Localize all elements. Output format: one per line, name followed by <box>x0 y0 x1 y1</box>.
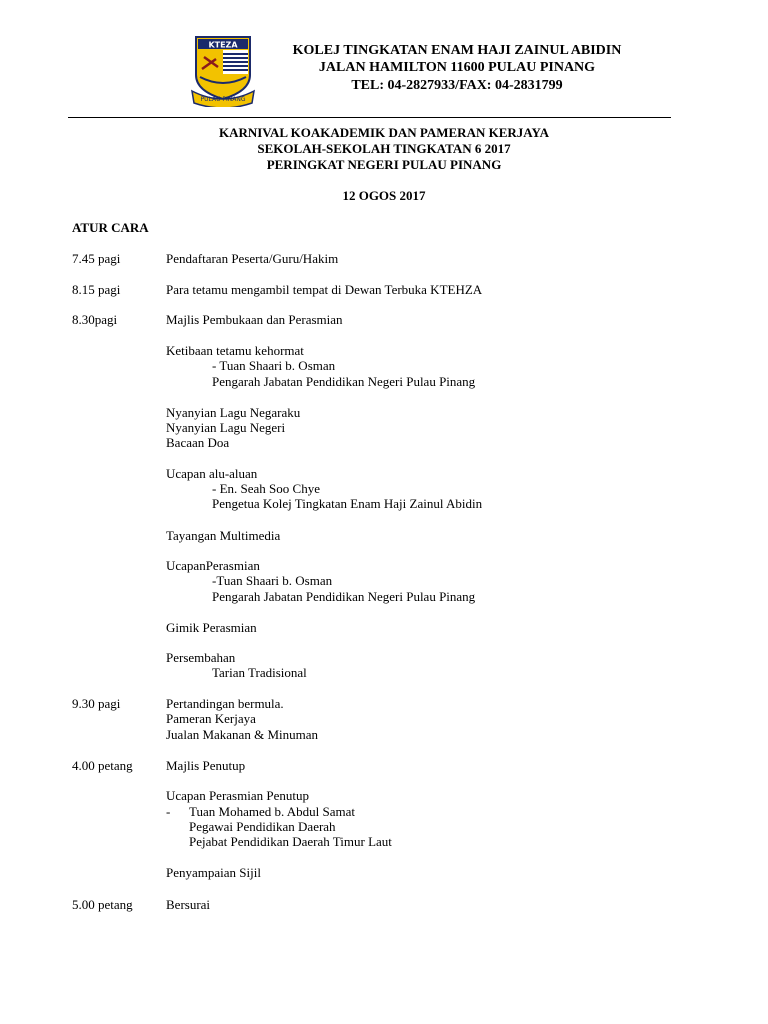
schedule-item: Penyampaian Sijil <box>166 865 261 880</box>
schedule-item: UcapanPerasmian <box>166 558 260 573</box>
event-title-line3: PERINGKAT NEGERI PULAU PINANG <box>266 157 502 172</box>
performance-item: Tarian Tradisional <box>212 665 307 680</box>
schedule-item: Nyanyian Lagu Negaraku <box>166 405 301 420</box>
schedule-item: Bacaan Doa <box>166 435 230 450</box>
time-slot: 4.00 petang <box>72 758 133 773</box>
school-name: KOLEJ TINGKATAN ENAM HAJI ZAINUL ABIDIN <box>292 43 622 58</box>
guest-name: Tuan Mohamed b. Abdul Samat <box>189 804 355 819</box>
schedule-item: Persembahan <box>166 650 236 665</box>
crest-scroll-text: PULAU PINANG <box>200 96 246 103</box>
time-slot: 8.30pagi <box>72 312 118 327</box>
schedule-item: Ucapan Perasmian Penutup <box>166 788 309 803</box>
schedule-item: Nyanyian Lagu Negeri <box>166 420 286 435</box>
school-crest-logo <box>190 33 256 107</box>
crest-banner-text: KTEZA <box>208 40 238 50</box>
guest-name: -Tuan Shaari b. Osman <box>212 573 333 588</box>
guest-title: Pengarah Jabatan Pendidikan Negeri Pulau Pinang <box>212 589 476 604</box>
schedule-item: Para tetamu mengambil tempat di Dewan Terbuka KTEHZA <box>166 282 483 297</box>
time-slot: 9.30 pagi <box>72 696 121 711</box>
event-date: 12 OGOS 2017 <box>342 188 426 203</box>
guest-title: Pejabat Pendidikan Daerah Timur Laut <box>189 834 392 849</box>
event-title-line1: KARNIVAL KOAKADEMIK DAN PAMERAN KERJAYA <box>218 125 550 140</box>
time-slot: 7.45 pagi <box>72 251 121 266</box>
section-title: ATUR CARA <box>72 220 149 235</box>
schedule-item: Ketibaan tetamu kehormat <box>166 343 304 358</box>
event-title-line2: SEKOLAH-SEKOLAH TINGKATAN 6 2017 <box>257 141 511 156</box>
time-slot: 5.00 petang <box>72 897 133 912</box>
schedule-item: Pendaftaran Peserta/Guru/Hakim <box>166 251 339 266</box>
schedule-item: Majlis Pembukaan dan Perasmian <box>166 312 343 327</box>
schedule-item: Ucapan alu-aluan <box>166 466 258 481</box>
guest-title: Pegawai Pendidikan Daerah <box>189 819 336 834</box>
guest-title: Pengetua Kolej Tingkatan Enam Haji Zainul Abidin <box>212 496 483 511</box>
schedule-item: Gimik Perasmian <box>166 620 257 635</box>
schedule-item: Pameran Kerjaya <box>166 711 256 726</box>
guest-name: - En. Seah Soo Chye <box>212 481 320 496</box>
schedule-item: Majlis Penutup <box>166 758 246 773</box>
list-dash: - <box>166 804 171 819</box>
schedule-item: Tayangan Multimedia <box>166 528 281 543</box>
school-address: JALAN HAMILTON 11600 PULAU PINANG <box>318 60 596 75</box>
school-contact: TEL: 04-2827933/FAX: 04-2831799 <box>351 78 563 93</box>
guest-name: - Tuan Shaari b. Osman <box>212 358 336 373</box>
guest-title: Pengarah Jabatan Pendidikan Negeri Pulau Pinang <box>212 374 476 389</box>
schedule-item: Pertandingan bermula. <box>166 696 284 711</box>
schedule-item: Bersurai <box>166 897 211 912</box>
schedule-item: Jualan Makanan & Minuman <box>166 727 318 742</box>
header-divider <box>68 117 671 118</box>
time-slot: 8.15 pagi <box>72 282 121 297</box>
